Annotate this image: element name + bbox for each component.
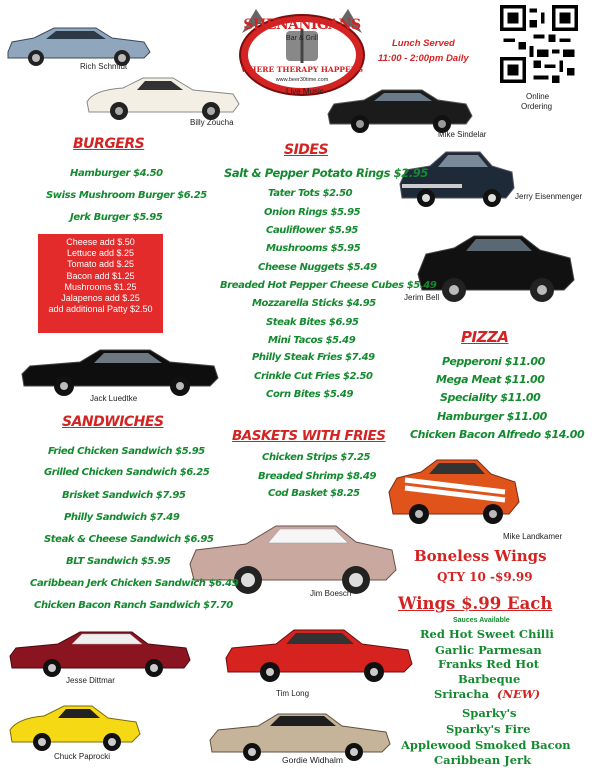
boneless-wings-qty: QTY 10 -$9.99	[437, 570, 533, 584]
side-item: Philly Steak Fries $7.49	[252, 352, 375, 363]
car-jim-boesch-image	[186, 514, 400, 606]
boneless-wings-heading: Boneless Wings	[414, 547, 547, 565]
pizza-item: Chicken Bacon Alfredo $14.00	[410, 428, 585, 441]
addon-item: Cheese add $.50	[66, 237, 135, 247]
sauce-item: Caribbean Jerk	[434, 753, 532, 767]
sauce-item: Garlic Parmesan	[435, 643, 542, 657]
burger-item: Swiss Mushroom Burger $6.25	[46, 190, 207, 201]
addon-item: add additional Patty $2.50	[48, 304, 153, 315]
sandwich-item: Fried Chicken Sandwich $5.95	[48, 446, 205, 457]
sauce-new-badge: (NEW)	[497, 687, 541, 701]
logo-tagline: WHERE THERAPY HAPPENS	[241, 65, 363, 74]
sandwich-item: Caribbean Jerk Chicken Sandwich $6.49	[30, 578, 239, 589]
burger-item: Hamburger $4.50	[70, 168, 163, 179]
sandwich-item: BLT Sandwich $5.95	[66, 556, 171, 567]
sauce-item: Sparky's Fire	[446, 722, 531, 736]
addon-item: Jalapenos add $.25	[61, 293, 140, 304]
burger-item: Jerk Burger $5.95	[70, 212, 163, 223]
addon-item: Mushrooms $1.25	[64, 281, 137, 292]
car-billy-zoucha-caption: Billy Zoucha	[190, 118, 234, 127]
side-item: Onion Rings $5.95	[264, 207, 361, 218]
lunch-line1: Lunch Served	[392, 38, 455, 49]
car-billy-zoucha-image	[83, 66, 243, 122]
logo-url: www.beer30time.com	[275, 77, 329, 83]
basket-item: Breaded Shrimp $8.49	[258, 471, 377, 482]
side-item: Cheese Nuggets $5.49	[258, 262, 377, 273]
sandwich-item: Brisket Sandwich $7.95	[62, 490, 186, 501]
side-item: Tater Tots $2.50	[268, 188, 353, 199]
sandwich-item: Steak & Cheese Sandwich $6.95	[44, 534, 214, 545]
car-chuck-paprocki-caption: Chuck Paprocki	[54, 752, 111, 761]
side-item: Steak Bites $6.95	[266, 317, 359, 328]
addon-item: Lettuce add $.25	[66, 248, 135, 259]
sandwich-item: Grilled Chicken Sandwich $6.25	[44, 467, 210, 478]
car-mike-landkamer-image	[385, 452, 525, 532]
sauce-item: Franks Red Hot	[438, 657, 540, 671]
sauce-item: Sparky's	[462, 706, 517, 720]
car-jesse-dittmar-image	[8, 626, 192, 678]
pizza-item: Pepperoni $11.00	[442, 355, 545, 368]
logo-sub: Bar & Grill	[286, 35, 318, 42]
burger-addons-box	[38, 234, 163, 333]
side-item: Salt & Pepper Potato Rings $2.95	[224, 166, 429, 180]
car-jerry-eisenmenger-caption: Jerry Eisenmenger	[515, 192, 583, 201]
sauce-item: Red Hot Sweet Chilli	[420, 627, 554, 641]
side-item: Corn Bites $5.49	[266, 389, 354, 400]
sandwich-item: Philly Sandwich $7.49	[64, 512, 180, 523]
sauces-label: Sauces Available	[453, 617, 510, 624]
sauce-item: Barbeque	[458, 672, 521, 686]
car-mike-sindelar-caption: Mike Sindelar	[438, 130, 487, 139]
side-item: Breaded Hot Pepper Cheese Cubes $5.49	[220, 280, 437, 291]
burgers-heading: BURGERS	[73, 136, 145, 152]
side-item: Crinkle Cut Fries $2.50	[254, 371, 373, 382]
sauce-item: Sriracha	[434, 687, 490, 701]
sandwiches-heading: SANDWICHES	[62, 414, 164, 430]
car-gordie-widhalm-caption: Gordie Widhalm	[282, 755, 343, 765]
wings-heading: Wings $.99 Each	[398, 594, 553, 613]
side-item: Mini Tacos $5.49	[268, 335, 356, 346]
addon-item: Bacon add $1.25	[66, 270, 135, 281]
car-rich-schmidt-caption: Rich Schmidt	[80, 62, 128, 71]
pizza-item: Speciality $11.00	[440, 391, 541, 404]
car-jack-luedtke-caption: Jack Luedtke	[90, 394, 138, 403]
addon-item: Tomato add $.25	[66, 259, 135, 270]
car-jesse-dittmar-caption: Jesse Dittmar	[66, 676, 115, 685]
basket-item: Chicken Strips $7.25	[262, 452, 371, 463]
online-ordering-line2: Ordering	[521, 102, 553, 111]
sauce-item: Applewood Smoked Bacon	[401, 738, 571, 752]
sides-heading: SIDES	[284, 142, 329, 158]
car-tim-long-image	[224, 624, 414, 686]
car-mike-landkamer-caption: Mike Landkamer	[503, 532, 563, 541]
car-jim-boesch-caption: Jim Boesch	[310, 589, 352, 598]
side-item: Mushrooms $5.95	[266, 243, 361, 254]
pizza-item: Mega Meat $11.00	[436, 373, 545, 386]
pizza-item: Hamburger $11.00	[437, 410, 547, 423]
live-music: Live Music	[286, 87, 324, 96]
side-item: Mozzarella Sticks $4.95	[252, 298, 376, 309]
car-jerim-bell-caption: Jerim Bell	[404, 293, 440, 302]
car-rich-schmidt-image	[4, 22, 154, 68]
logo-name: SHENANIGANS	[243, 17, 361, 33]
basket-item: Cod Basket $8.25	[268, 488, 360, 499]
lunch-line2: 11:00 - 2:00pm Daily	[378, 53, 469, 64]
online-ordering-line1: Online	[526, 92, 550, 101]
car-tim-long-caption: Tim Long	[276, 689, 310, 698]
side-item: Cauliflower $5.95	[266, 225, 358, 236]
qr-code-icon[interactable]	[500, 5, 578, 83]
sandwich-item: Chicken Bacon Ranch Sandwich $7.70	[34, 600, 233, 611]
car-chuck-paprocki-image	[8, 700, 142, 752]
baskets-heading: BASKETS WITH FRIES	[232, 428, 386, 444]
car-jack-luedtke-image	[20, 344, 220, 398]
pizza-heading: PIZZA	[461, 328, 509, 346]
